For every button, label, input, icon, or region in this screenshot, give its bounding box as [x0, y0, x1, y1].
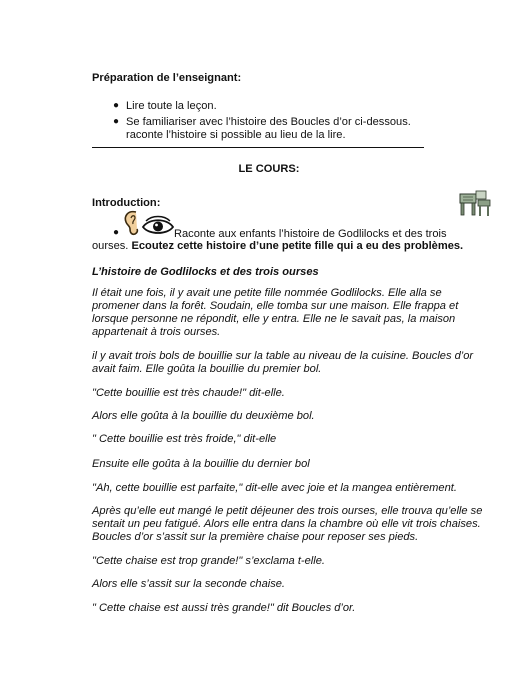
story-line: Ensuite elle goûta à la bouillie du dernier bol: [92, 458, 310, 470]
story-line: Boucles d’or s’assit sur la première chaise pour reposer ses pieds.: [92, 531, 419, 543]
story-line: Après qu’elle eut mangé le petit déjeuner des trois ourses, elle trouva qu’elle se: [92, 505, 483, 517]
story-line: lorsque personne ne répondit, elle y entra. Elle ne le savait pas, la maison: [92, 313, 456, 325]
intro-line-2: [92, 240, 463, 253]
bullet-icon: ●: [113, 116, 120, 127]
prep-heading: Préparation de l’enseignant:: [92, 72, 242, 84]
story-line: Il était une fois, il y avait une petite fille nommée Godlilocks. Elle alla se: [92, 287, 442, 299]
story-line: sentait un peu fatigué. Alors elle entra dans la chambre où elle vit trois chaises.: [92, 518, 481, 530]
story-line: "Cette chaise est trop grande!" s’exclama t-elle.: [92, 555, 325, 567]
prep-item-line: raconte l’histoire si possible au lieu de la lire.: [126, 129, 346, 141]
story-line: "Ah, cette bouillie est parfaite," dit-elle avec joie et la mangea entièrement.: [92, 482, 457, 494]
story-line: Alors elle goûta à la bouillie du deuxième bol.: [92, 410, 315, 422]
intro-line-1: Raconte aux enfants l’histoire de Godlilocks et des trois: [174, 228, 447, 240]
story-line: " Cette chaise est aussi très grande!" dit Boucles d’or.: [92, 602, 356, 614]
story-line: avait faim. Elle goûta la bouillie du premier bol.: [92, 363, 322, 375]
story-line: Alors elle s’assit sur la seconde chaise.: [92, 578, 285, 590]
story-line: " Cette bouillie est très froide," dit-elle: [92, 433, 277, 445]
bullet-icon: ●: [113, 227, 120, 238]
prep-item-line: Se familiariser avec l’histoire des Boucles d’or ci-dessous.: [126, 116, 411, 128]
story-line: "Cette bouillie est très chaude!" dit-elle.: [92, 387, 285, 399]
course-title: LE COURS:: [238, 163, 300, 175]
eye-icon: [141, 215, 175, 237]
ear-icon: [122, 209, 142, 237]
prep-item-line: Lire toute la leçon.: [126, 100, 217, 112]
intro-line-2-bold: Ecoutez cette histoire d’une petite fille qui a eu des problèmes.: [131, 240, 464, 252]
divider-rule: [92, 147, 424, 148]
story-line: il y avait trois bols de bouillie sur la table au niveau de la cuisine. Boucles d’or: [92, 350, 474, 362]
story-title: L’histoire de Godlilocks et des trois ourses: [92, 266, 319, 278]
story-line: appartenait à trois ourses.: [92, 326, 221, 338]
story-line: promener dans la forêt. Soudain, elle tomba sur une maison. Elle frappa et: [92, 300, 459, 312]
teacher-desk-icon: [458, 188, 494, 218]
intro-heading: Introduction:: [92, 197, 161, 209]
bullet-icon: ●: [113, 100, 120, 111]
intro-line-2-plain: ourses.: [92, 240, 132, 252]
